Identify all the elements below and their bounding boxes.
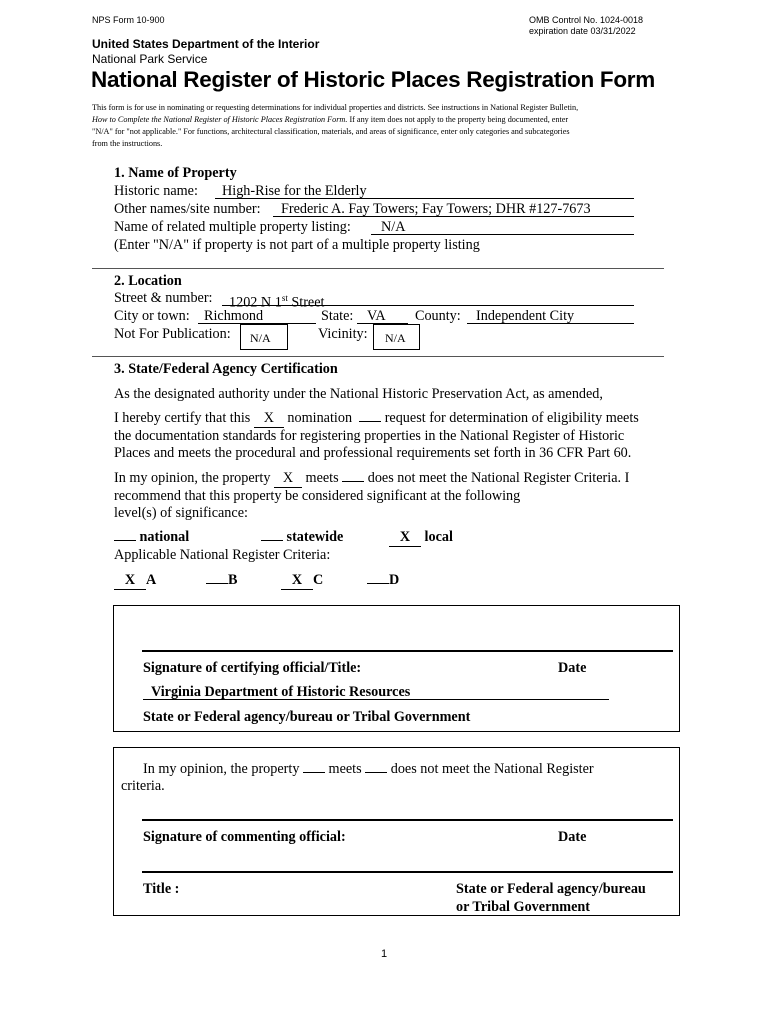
section-3-heading: 3. State/Federal Agency Certification: [114, 361, 338, 377]
signature-line[interactable]: [142, 650, 673, 652]
related-listing-label: Name of related multiple property listing:: [114, 219, 351, 235]
meets-check[interactable]: X: [274, 470, 302, 488]
commenting-agency-label-1: State or Federal agency/bureau: [456, 881, 646, 897]
historic-name-label: Historic name:: [114, 183, 198, 199]
state-label: State:: [321, 308, 354, 324]
criterion-b-label: B: [228, 572, 238, 588]
page-title: National Register of Historic Places Registration Form: [91, 67, 655, 92]
other-names-label: Other names/site number:: [114, 201, 261, 217]
criterion-c-check[interactable]: X: [281, 572, 313, 590]
comment-does-not-meet-check[interactable]: [365, 772, 387, 773]
not-for-publication-field[interactable]: N/A: [240, 324, 288, 350]
certify-line-1: [114, 410, 639, 428]
intro-line-rest: If any item does not apply to the property being documented, enter: [347, 115, 569, 124]
county-field[interactable]: Independent City: [476, 308, 575, 324]
opinion-prefix: In my opinion, the property: [114, 470, 271, 486]
comment-criteria-word: criteria.: [121, 778, 165, 794]
form-number: NPS Form 10-900: [92, 15, 165, 25]
criterion-b: [206, 572, 237, 589]
vicinity-label: Vicinity:: [318, 326, 368, 342]
section-divider: [92, 356, 664, 357]
national-check[interactable]: [114, 540, 136, 541]
authority-statement: As the designated authority under the National Historic Preservation Act, as amended,: [114, 386, 603, 402]
opinion-line: [114, 470, 629, 488]
related-listing-note: (Enter "N/A" if property is not part of a multiple property listing: [114, 237, 480, 253]
commenting-date-label: Date: [558, 829, 587, 845]
statewide-check[interactable]: [261, 540, 283, 541]
bulletin-title: How to Complete the National Register of Historic Places Registration Form.: [92, 115, 348, 124]
other-names-field[interactable]: Frederic A. Fay Towers; Fay Towers; DHR #127-7673: [281, 201, 591, 217]
street-label: Street & number:: [114, 290, 213, 306]
street-name: Street: [287, 294, 325, 311]
certifying-agency-field[interactable]: Virginia Department of Historic Resources: [151, 684, 411, 700]
national-label: national: [139, 529, 190, 545]
criterion-d: [367, 572, 399, 589]
comment-opinion-prefix: In my opinion, the property: [143, 761, 300, 777]
comment-meets-check[interactable]: [303, 772, 325, 773]
local-label: local: [424, 529, 453, 545]
criterion-a-label: A: [146, 572, 157, 588]
intro-line: from the instructions.: [92, 139, 163, 148]
level-statewide: [261, 529, 343, 546]
nomination-check[interactable]: X: [254, 410, 284, 428]
certify-prefix: I hereby certify that this: [114, 410, 251, 426]
does-not-meet-check[interactable]: [342, 481, 364, 482]
historic-name-field[interactable]: High-Rise for the Elderly: [222, 183, 367, 199]
vicinity-field[interactable]: N/A: [373, 324, 420, 350]
nomination-label: nomination: [287, 410, 353, 426]
intro-line: [92, 114, 692, 126]
state-field[interactable]: VA: [367, 308, 386, 324]
commenting-title-label: Title :: [143, 881, 180, 897]
street-ordinal: st: [281, 293, 288, 303]
certifying-agency-label: State or Federal agency/bureau or Tribal Government: [143, 709, 471, 725]
section-2-heading: 2. Location: [114, 273, 182, 289]
certify-line-3: Places and meets the procedural and professional requirements set forth in 36 CFR Part 60.: [114, 445, 632, 461]
comment-opinion-line: [143, 761, 594, 778]
recommend-line-2: level(s) of significance:: [114, 505, 248, 521]
does-not-meet-label: does not meet the National Register Criteria. I: [367, 470, 630, 486]
local-check[interactable]: X: [389, 529, 421, 547]
department-name: United States Department of the Interior: [92, 37, 320, 51]
level-national: [114, 529, 189, 546]
recommend-line-1: recommend that this property be considered significant at the following: [114, 488, 521, 504]
criteria-label: Applicable National Register Criteria:: [114, 547, 331, 563]
comment-meets-label: meets: [328, 761, 362, 777]
request-label: request for determination of eligibility meets: [384, 410, 639, 426]
meets-label: meets: [305, 470, 339, 486]
level-local: [389, 529, 453, 547]
certifying-date-label: Date: [558, 660, 587, 676]
section-divider: [92, 268, 664, 269]
commenting-agency-label-2: or Tribal Government: [456, 899, 590, 915]
criterion-d-label: D: [389, 572, 400, 588]
criterion-c-label: C: [313, 572, 324, 588]
commenting-signature-label: Signature of commenting official:: [143, 829, 346, 845]
certifying-signature-label: Signature of certifying official/Title:: [143, 660, 362, 676]
statewide-label: statewide: [286, 529, 344, 545]
intro-text: [92, 102, 692, 150]
page-number: 1: [381, 948, 388, 960]
comment-signature-line[interactable]: [142, 819, 673, 821]
county-label: County:: [415, 308, 461, 324]
street-number: 1202 N 1: [229, 294, 282, 311]
related-listing-field[interactable]: N/A: [381, 219, 406, 235]
intro-line: This form is for use in nominating or requesting determinations for individual properties and districts. See instructions in National Register Bulletin,: [92, 103, 579, 112]
omb-control-number: OMB Control No. 1024-0018: [529, 15, 644, 25]
section-1-heading: 1. Name of Property: [114, 165, 237, 181]
city-label: City or town:: [114, 308, 190, 324]
intro-line: "N/A" for "not applicable." For functions, architectural classification, materials, and areas of significance, enter only categories and subcategories: [92, 127, 570, 136]
comment-title-line[interactable]: [142, 871, 673, 873]
criterion-a-check[interactable]: X: [114, 572, 146, 590]
comment-does-not-meet-label: does not meet the National Register: [390, 761, 594, 777]
criterion-c: [281, 572, 323, 590]
service-name: National Park Service: [92, 52, 208, 66]
city-field[interactable]: Richmond: [204, 308, 264, 324]
criterion-b-check[interactable]: [206, 583, 228, 584]
expiration-date: expiration date 03/31/2022: [529, 26, 636, 36]
not-for-publication-label: Not For Publication:: [114, 326, 231, 342]
criterion-a: [114, 572, 156, 590]
request-check[interactable]: [359, 421, 381, 422]
criterion-d-check[interactable]: [367, 583, 389, 584]
certify-line-2: the documentation standards for registering properties in the National Register of Historic: [114, 428, 625, 444]
